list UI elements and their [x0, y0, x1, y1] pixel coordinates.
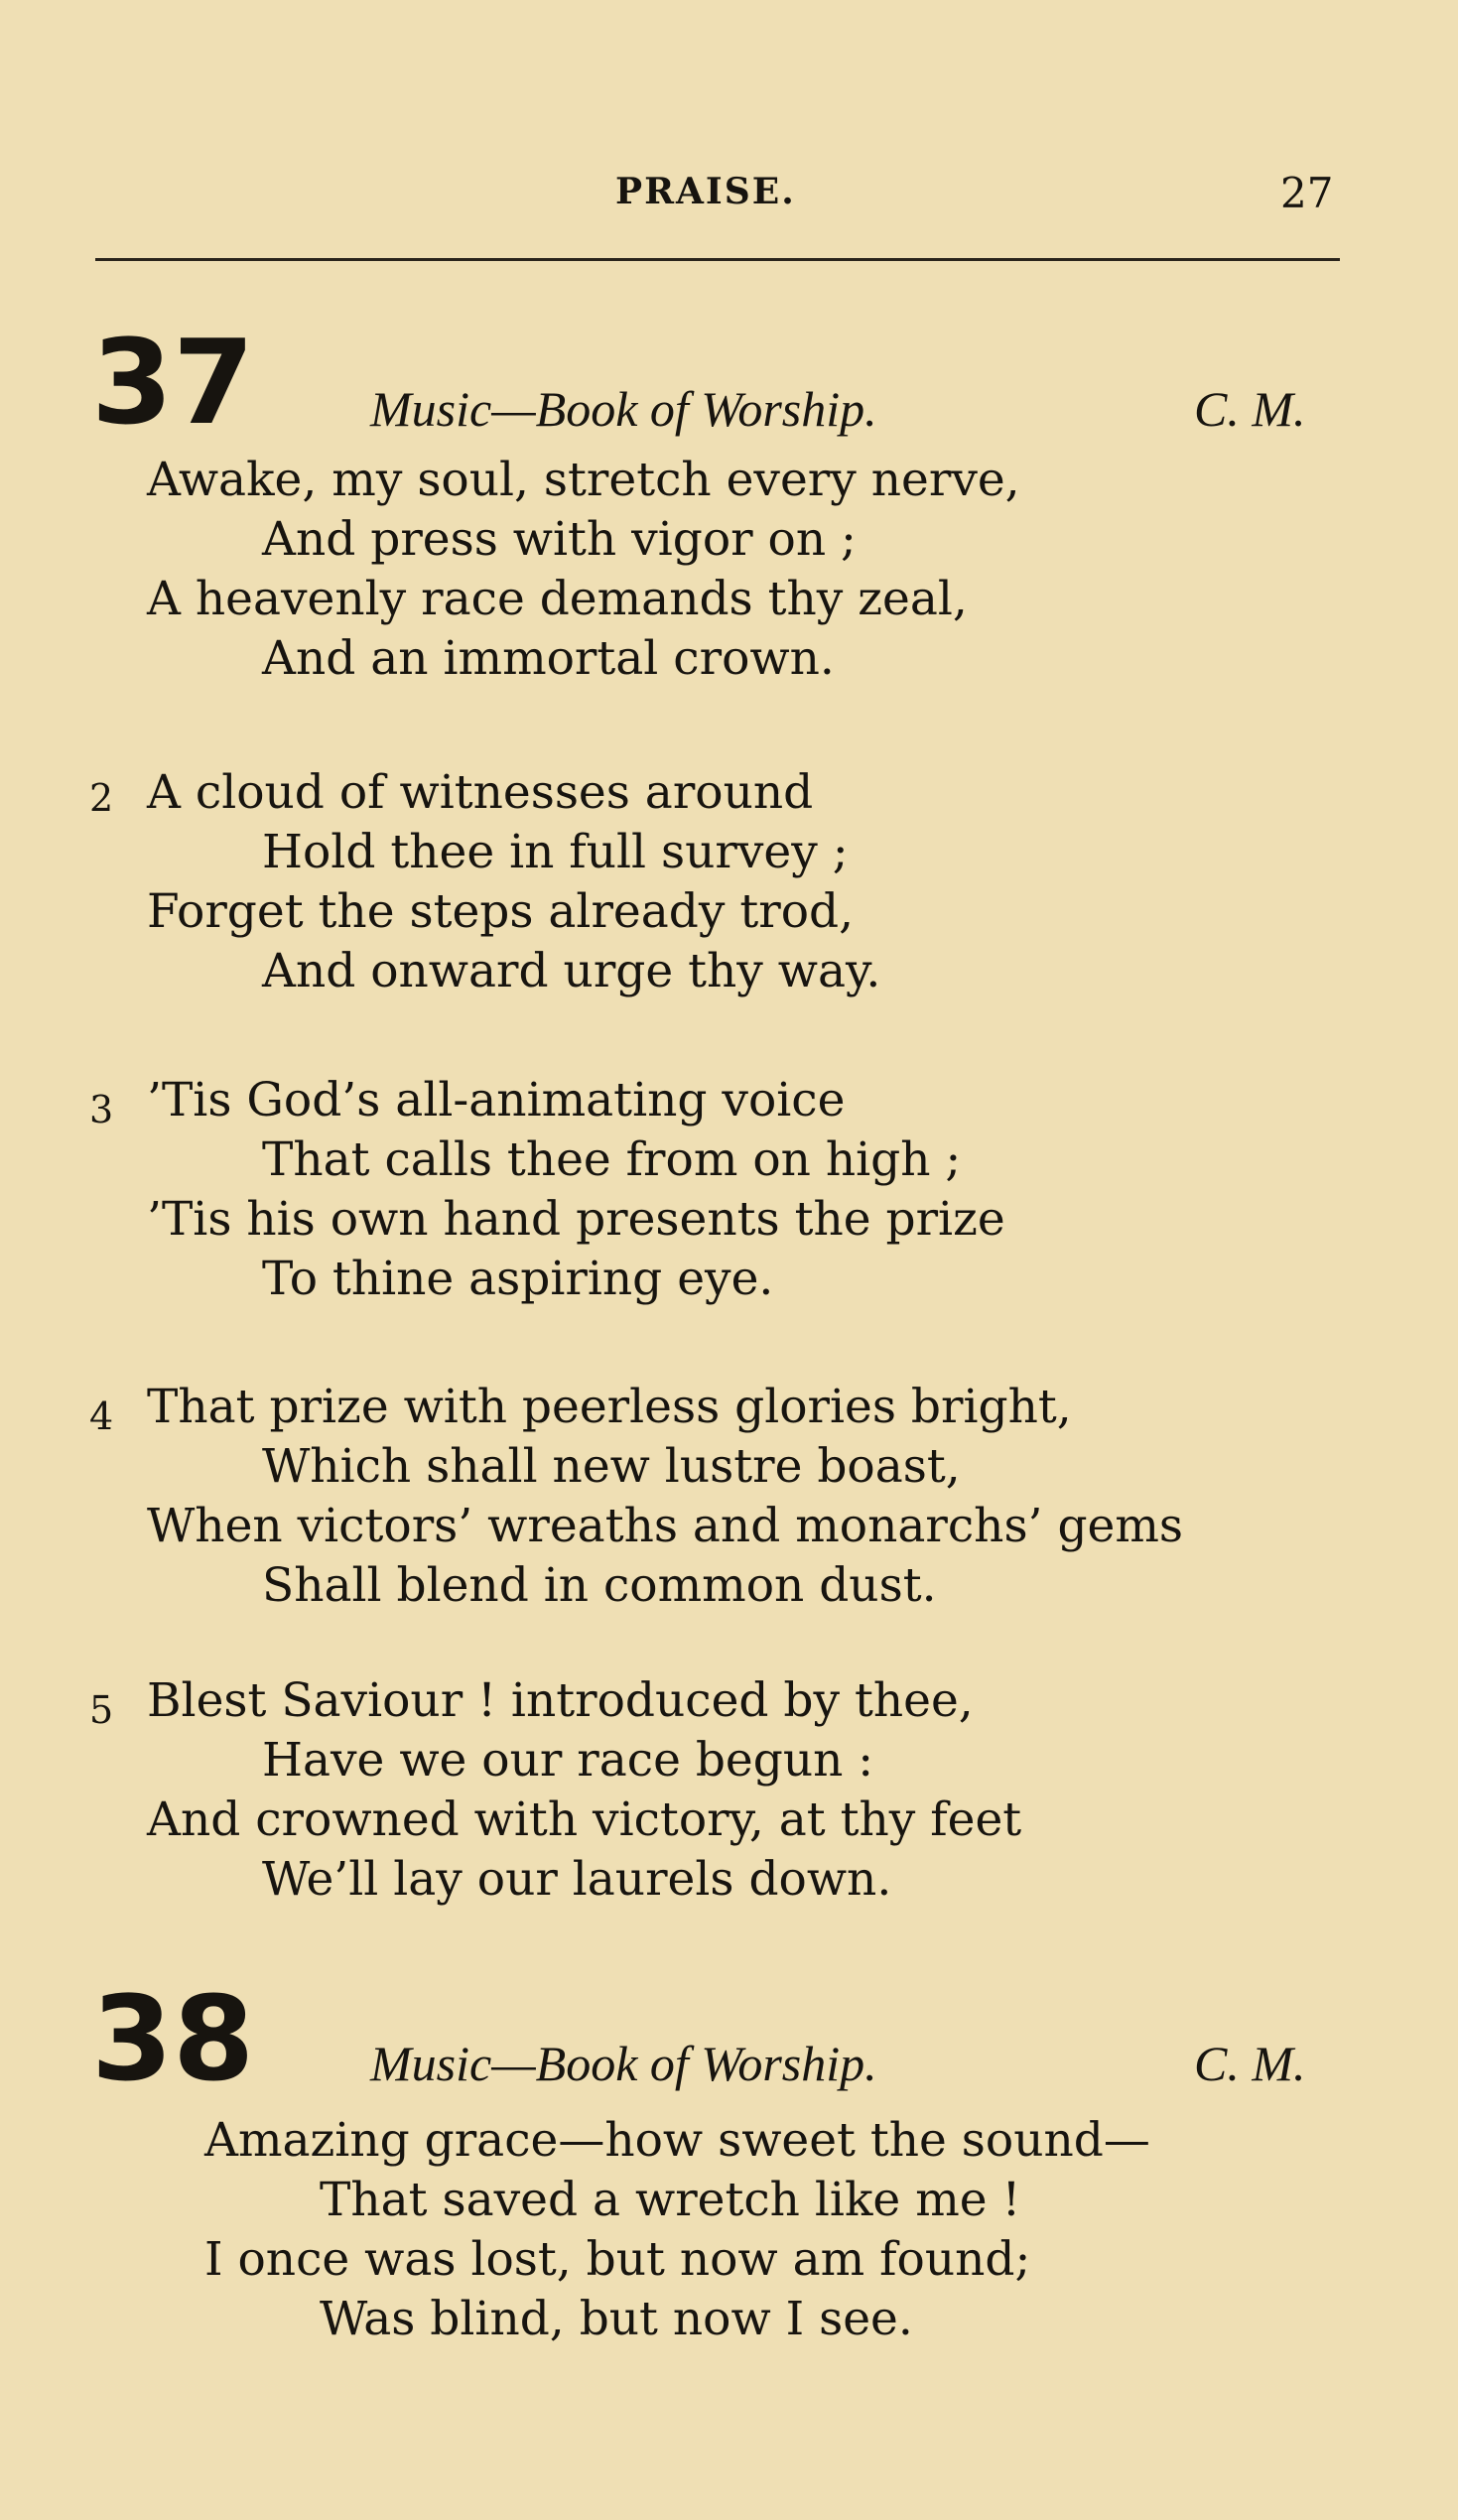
verse-line: Amazing grace—how sweet the sound—	[204, 2113, 1150, 2168]
verse-line: ’Tis his own hand presents the prize	[147, 1192, 1005, 1247]
verse-line: Which shall new lustre boast,	[262, 1439, 961, 1494]
hymn-meter: C. M.	[1194, 2036, 1306, 2091]
verse-line: To thine aspiring eye.	[262, 1252, 774, 1306]
verse-line: That saved a wretch like me !	[320, 2173, 1021, 2227]
verse-line: Awake, my soul, stretch every nerve,	[147, 453, 1020, 507]
verse-line: Blest Saviour ! introduced by thee,	[147, 1673, 974, 1728]
verse-line: A heavenly race demands thy zeal,	[147, 572, 968, 626]
verse-line: That prize with peerless glories bright,	[147, 1380, 1072, 1434]
verse-line: And press with vigor on ;	[262, 512, 857, 567]
page-number: 27	[1280, 169, 1334, 217]
verse-number: 2	[89, 776, 114, 820]
hymn-music-source: Music—Book of Worship.	[370, 2036, 877, 2091]
page-header	[0, 171, 1458, 220]
verse-line: And an immortal crown.	[262, 631, 835, 686]
hymn-number: 38	[91, 1970, 255, 2107]
verse-line: Was blind, but now I see.	[320, 2292, 913, 2346]
verse-line: And onward urge thy way.	[262, 944, 881, 998]
verse-number: 3	[89, 1088, 114, 1131]
hymn-meter: C. M.	[1194, 381, 1306, 437]
verse-line: A cloud of witnesses around	[147, 765, 814, 820]
verse-line: ’Tis God’s all-animating voice	[147, 1073, 846, 1127]
verse-number: 4	[89, 1394, 114, 1438]
hymn-music-source: Music—Book of Worship.	[370, 381, 877, 437]
verse-number: 5	[89, 1688, 114, 1732]
hymn-number: 37	[91, 314, 255, 451]
verse-line: Hold thee in full survey ;	[262, 825, 849, 879]
verse-line: Have we our race begun :	[262, 1733, 874, 1788]
verse-line: We’ll lay our laurels down.	[262, 1852, 892, 1907]
verse-line: And crowned with victory, at thy feet	[147, 1792, 1022, 1847]
running-head: PRAISE.	[615, 171, 796, 212]
verse-line: Shall blend in common dust.	[262, 1558, 937, 1613]
verse-line: I once was lost, but now am found;	[204, 2232, 1031, 2287]
verse-line: That calls thee from on high ;	[262, 1132, 962, 1187]
verse-line: Forget the steps already trod,	[147, 884, 855, 939]
header-rule	[95, 258, 1340, 261]
verse-line: When victors’ wreaths and monarchs’ gems	[147, 1499, 1184, 1553]
